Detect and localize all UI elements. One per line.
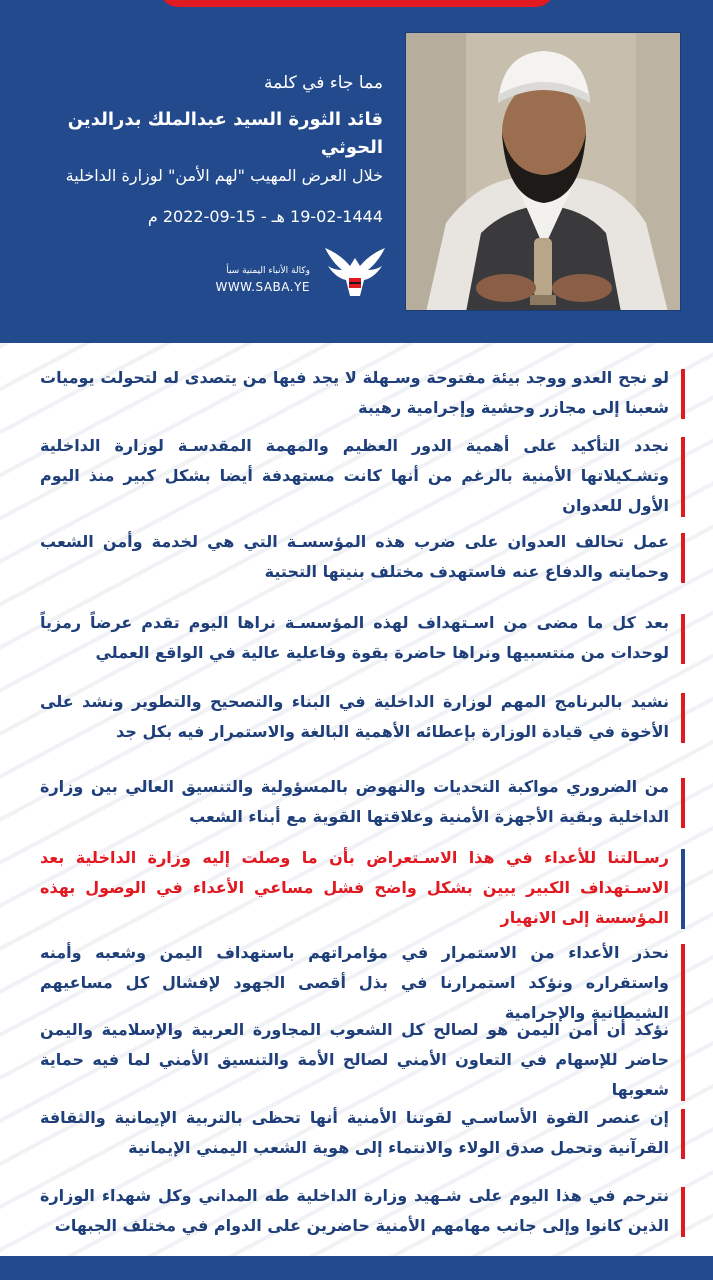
statement-item: لو نجح العدو ووجد بيئة مفتوحة وسـهلة لا يجد فيها من يتصدى له لتحولت يوميات شعبنا إلى مجازر وحشية وإجرامية رهيبة <box>40 363 685 423</box>
top-red-tab <box>160 0 554 7</box>
header-banner <box>0 0 713 343</box>
statement-item: بعد كل ما مضى من اسـتهداف لهذه المؤسسـة نراها اليوم تقدم عرضاً رمزياً لوحدات من منتسبيها ونراها حاضرة بقوة وفاعلية عالية في الواقع العملي <box>40 608 685 668</box>
saba-logo <box>205 240 390 302</box>
portrait-illustration <box>406 33 681 311</box>
intro-text: مما جاء في كلمة <box>264 73 383 93</box>
footer-bar <box>0 1256 713 1280</box>
header-text-block <box>13 68 383 230</box>
statement-item: نشيد بالبرنامج المهم لوزارة الداخلية في البناء والتصحيح والتطوير ونشد على الأخوة في قيادة الوزارة بإعطائه الأهمية البالغة والاستمرار فيه بكل جد <box>40 687 685 747</box>
agency-url[interactable]: WWW.SABA.YE <box>215 280 310 294</box>
statement-item: إن عنصر القوة الأساسـي لقوتنا الأمنية أنها تحظى بالتربية الإيمانية والثقافة القرآنية وتحمل صدق الولاء والانتماء إلى هوية الشعب اليمني الإيمانية <box>40 1103 685 1163</box>
statement-item: عمل تحالف العدوان على ضرب هذه المؤسسـة التي هي لخدمة وأمن الشعب وحمايته والدفاع عنه فاستهدف مختلف بنيتها التحتية <box>40 527 685 587</box>
speaker-portrait <box>405 32 681 311</box>
statement-item: نجدد التأكيد على أهمية الدور العظيم والمهمة المقدسـة لوزارة الداخلية وتشـكيلاتها الأمنية بالرغم من أنها كانت مستهدفة أيضا بشكل كبير منذ اليوم الأول للعدوان <box>40 431 685 521</box>
occasion-text: خلال العرض المهيب "لهم الأمن" لوزارة الداخلية <box>65 166 383 185</box>
agency-name: وكالة الأنباء اليمنية سبأ <box>226 266 310 276</box>
statement-item: نحذر الأعداء من الاستمرار في مؤامراتهم باستهداف اليمن وشعبه وأمنه واستقراره ونؤكد استمرارنا في بذل أقصى الجهود لإفشال كل مساعيهم الشيطانية والإجرامية <box>40 938 685 1028</box>
date-text: 19-02-1444 هـ - 15-09-2022 م <box>147 207 383 226</box>
statement-item: من الضروري مواكبة التحديات والنهوض بالمسؤولية والتنسيق العالي بين وزارة الداخلية وبقية الأجهزة الأمنية وعلاقتها القوية مع أبناء الشعب <box>40 772 685 832</box>
statement-item: نؤكد أن أمن اليمن هو لصالح كل الشعوب المجاورة العربية والإسلامية واليمن حاضر للإسهام في التعاون الأمني لصالح الأمة والتنسيق الأمني لما فيه حماية شعوبها <box>40 1015 685 1105</box>
statement-item-highlight: رسـالتنا للأعداء في هذا الاسـتعراض بأن ما وصلت إليه وزارة الداخلية بعد الاسـتهداف الكبير يبين بشكل واضح فشل مساعي الأعداء في الوصول بهذه المؤسسة إلى الانهيار <box>40 843 685 933</box>
logo-text-block <box>215 264 310 296</box>
speaker-name: قائد الثورة السيد عبدالملك بدرالدين الحوثي <box>67 109 383 158</box>
saba-eagle-icon <box>320 240 390 302</box>
statements-section <box>0 343 713 1256</box>
statement-item: نترحم في هذا اليوم على شـهيد وزارة الداخلية طه المداني وكل شهداء الوزارة الذين كانوا وإلى جانب مهامهم الأمنية حاضرين على الدوام في مختلف الجبهات <box>40 1181 685 1241</box>
